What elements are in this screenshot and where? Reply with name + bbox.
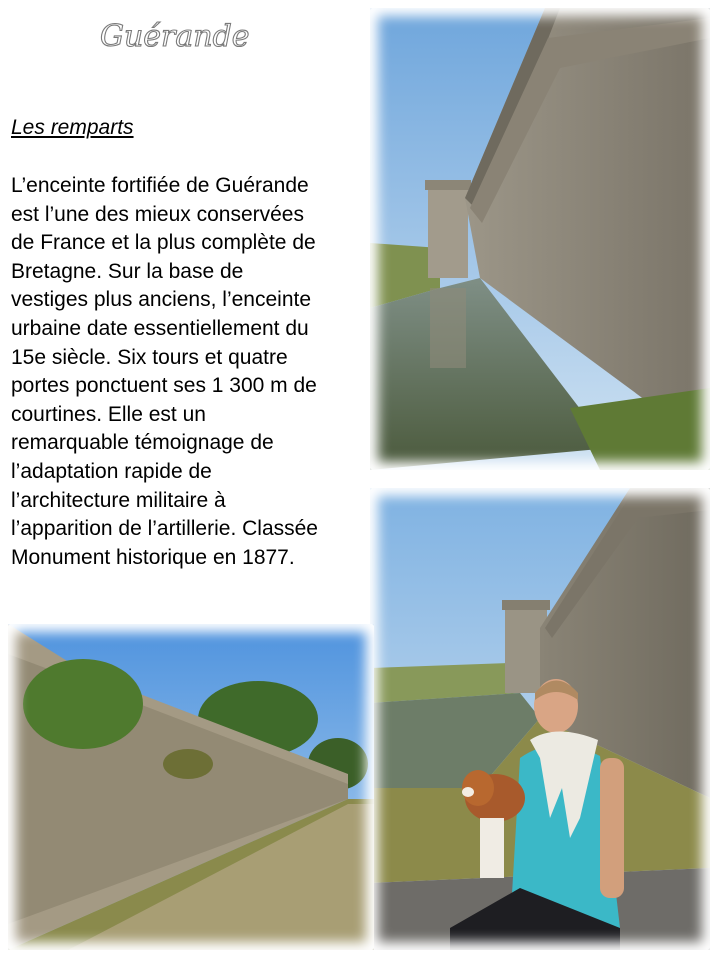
title-logo [96,6,256,62]
text-line: de France et la plus complète de [11,231,316,255]
text-line: remarquable témoignage de [11,431,274,455]
text-line: courtines. Elle est un [11,402,206,426]
photo-woman-with-dog [370,488,710,950]
text-line: Bretagne. Sur la base de [11,259,244,283]
text-line: l’apparition de l’artillerie. Classée [11,517,318,541]
text-line: est l’une des mieux conservées [11,202,304,226]
text-line: vestiges plus anciens, l’enceinte [11,288,312,312]
text-line: L’enceinte fortifiée de Guérande [11,174,309,197]
text-line: l’architecture militaire à [11,488,226,512]
text-line: l’adaptation rapide de [11,459,212,483]
text-line: urbaine date essentiellement du [11,316,309,340]
text-line: Monument historique en 1877. [11,545,295,569]
text-line: 15e siècle. Six tours et quatre [11,345,288,369]
text-line: portes ponctuent ses 1 300 m de [11,374,317,398]
photo-stone-wall-path [8,624,374,950]
section-subtitle: Les remparts [11,116,134,139]
logo-text: Guérande [100,19,250,54]
body-text [11,172,363,572]
photo-rampart-moat [370,8,710,470]
